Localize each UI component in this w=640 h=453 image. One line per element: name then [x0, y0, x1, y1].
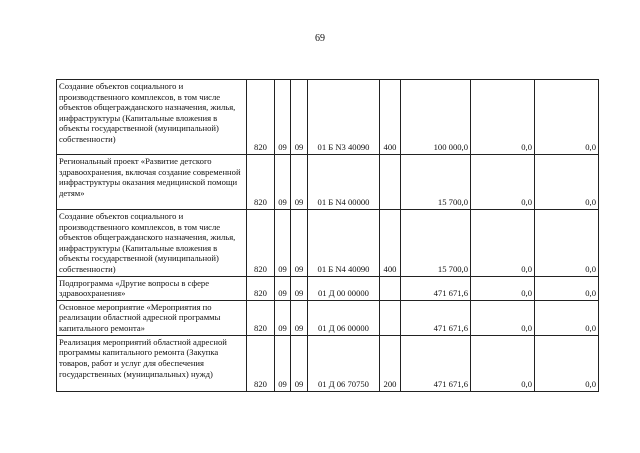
table-row [57, 276, 599, 300]
amount-year-1: 471 671,6 [401, 276, 471, 300]
amount-year-3: 0,0 [535, 300, 599, 335]
subsection-code: 09 [291, 155, 308, 210]
amount-year-2: 0,0 [471, 210, 535, 277]
amount-year-2: 0,0 [471, 155, 535, 210]
section-code: 09 [275, 210, 291, 277]
expense-type-code [380, 300, 401, 335]
budget-table [56, 79, 599, 392]
expense-type-code: 400 [380, 80, 401, 155]
row-name: Основное мероприятие «Мероприятия по реализации областной адресной программы капитального ремонта» [57, 300, 247, 335]
target-article-code: 01 Д 06 70750 [308, 335, 380, 391]
table-row [57, 80, 599, 155]
subsection-code: 09 [291, 335, 308, 391]
section-code: 09 [275, 335, 291, 391]
amount-year-3: 0,0 [535, 155, 599, 210]
amount-year-1: 15 700,0 [401, 155, 471, 210]
section-code: 09 [275, 155, 291, 210]
grbs-code: 820 [247, 155, 275, 210]
row-name: Реализация мероприятий областной адресной программы капитального ремонта (Закупка товаров, работ и услуг для обеспечения государственных (муниципальных) нужд) [57, 335, 247, 391]
expense-type-code: 400 [380, 210, 401, 277]
page-number: 69 [315, 33, 325, 44]
amount-year-3: 0,0 [535, 335, 599, 391]
amount-year-2: 0,0 [471, 80, 535, 155]
amount-year-3: 0,0 [535, 80, 599, 155]
expense-type-code [380, 276, 401, 300]
subsection-code: 09 [291, 210, 308, 277]
expense-type-code: 200 [380, 335, 401, 391]
table-row [57, 300, 599, 335]
grbs-code: 820 [247, 300, 275, 335]
expense-type-code [380, 155, 401, 210]
grbs-code: 820 [247, 276, 275, 300]
target-article-code: 01 Д 00 00000 [308, 276, 380, 300]
target-article-code: 01 Б N4 00000 [308, 155, 380, 210]
amount-year-1: 100 000,0 [401, 80, 471, 155]
amount-year-3: 0,0 [535, 276, 599, 300]
target-article-code: 01 Б N3 40090 [308, 80, 380, 155]
amount-year-3: 0,0 [535, 210, 599, 277]
amount-year-2: 0,0 [471, 335, 535, 391]
target-article-code: 01 Б N4 40090 [308, 210, 380, 277]
row-name: Создание объектов социального и производственного комплексов, в том числе объектов общегражданского назначения, жилья, инфраструктуры (Капитальные вложения в объекты государственной (муниципальной) собственности) [57, 210, 247, 277]
subsection-code: 09 [291, 276, 308, 300]
row-name: Региональный проект «Развитие детского здравоохранения, включая создание современной инфраструктуры оказания медицинской помощи детям» [57, 155, 247, 210]
amount-year-1: 471 671,6 [401, 335, 471, 391]
amount-year-1: 471 671,6 [401, 300, 471, 335]
section-code: 09 [275, 276, 291, 300]
subsection-code: 09 [291, 80, 308, 155]
table-row [57, 210, 599, 277]
section-code: 09 [275, 300, 291, 335]
subsection-code: 09 [291, 300, 308, 335]
amount-year-1: 15 700,0 [401, 210, 471, 277]
grbs-code: 820 [247, 80, 275, 155]
row-name: Подпрограмма «Другие вопросы в сфере здравоохранения» [57, 276, 247, 300]
grbs-code: 820 [247, 210, 275, 277]
table-row [57, 335, 599, 391]
grbs-code: 820 [247, 335, 275, 391]
amount-year-2: 0,0 [471, 276, 535, 300]
amount-year-2: 0,0 [471, 300, 535, 335]
section-code: 09 [275, 80, 291, 155]
table-row [57, 155, 599, 210]
row-name: Создание объектов социального и производственного комплексов, в том числе объектов общегражданского назначения, жилья, инфраструктуры (Капитальные вложения в объекты государственной (муниципальной) собственности) [57, 80, 247, 155]
target-article-code: 01 Д 06 00000 [308, 300, 380, 335]
